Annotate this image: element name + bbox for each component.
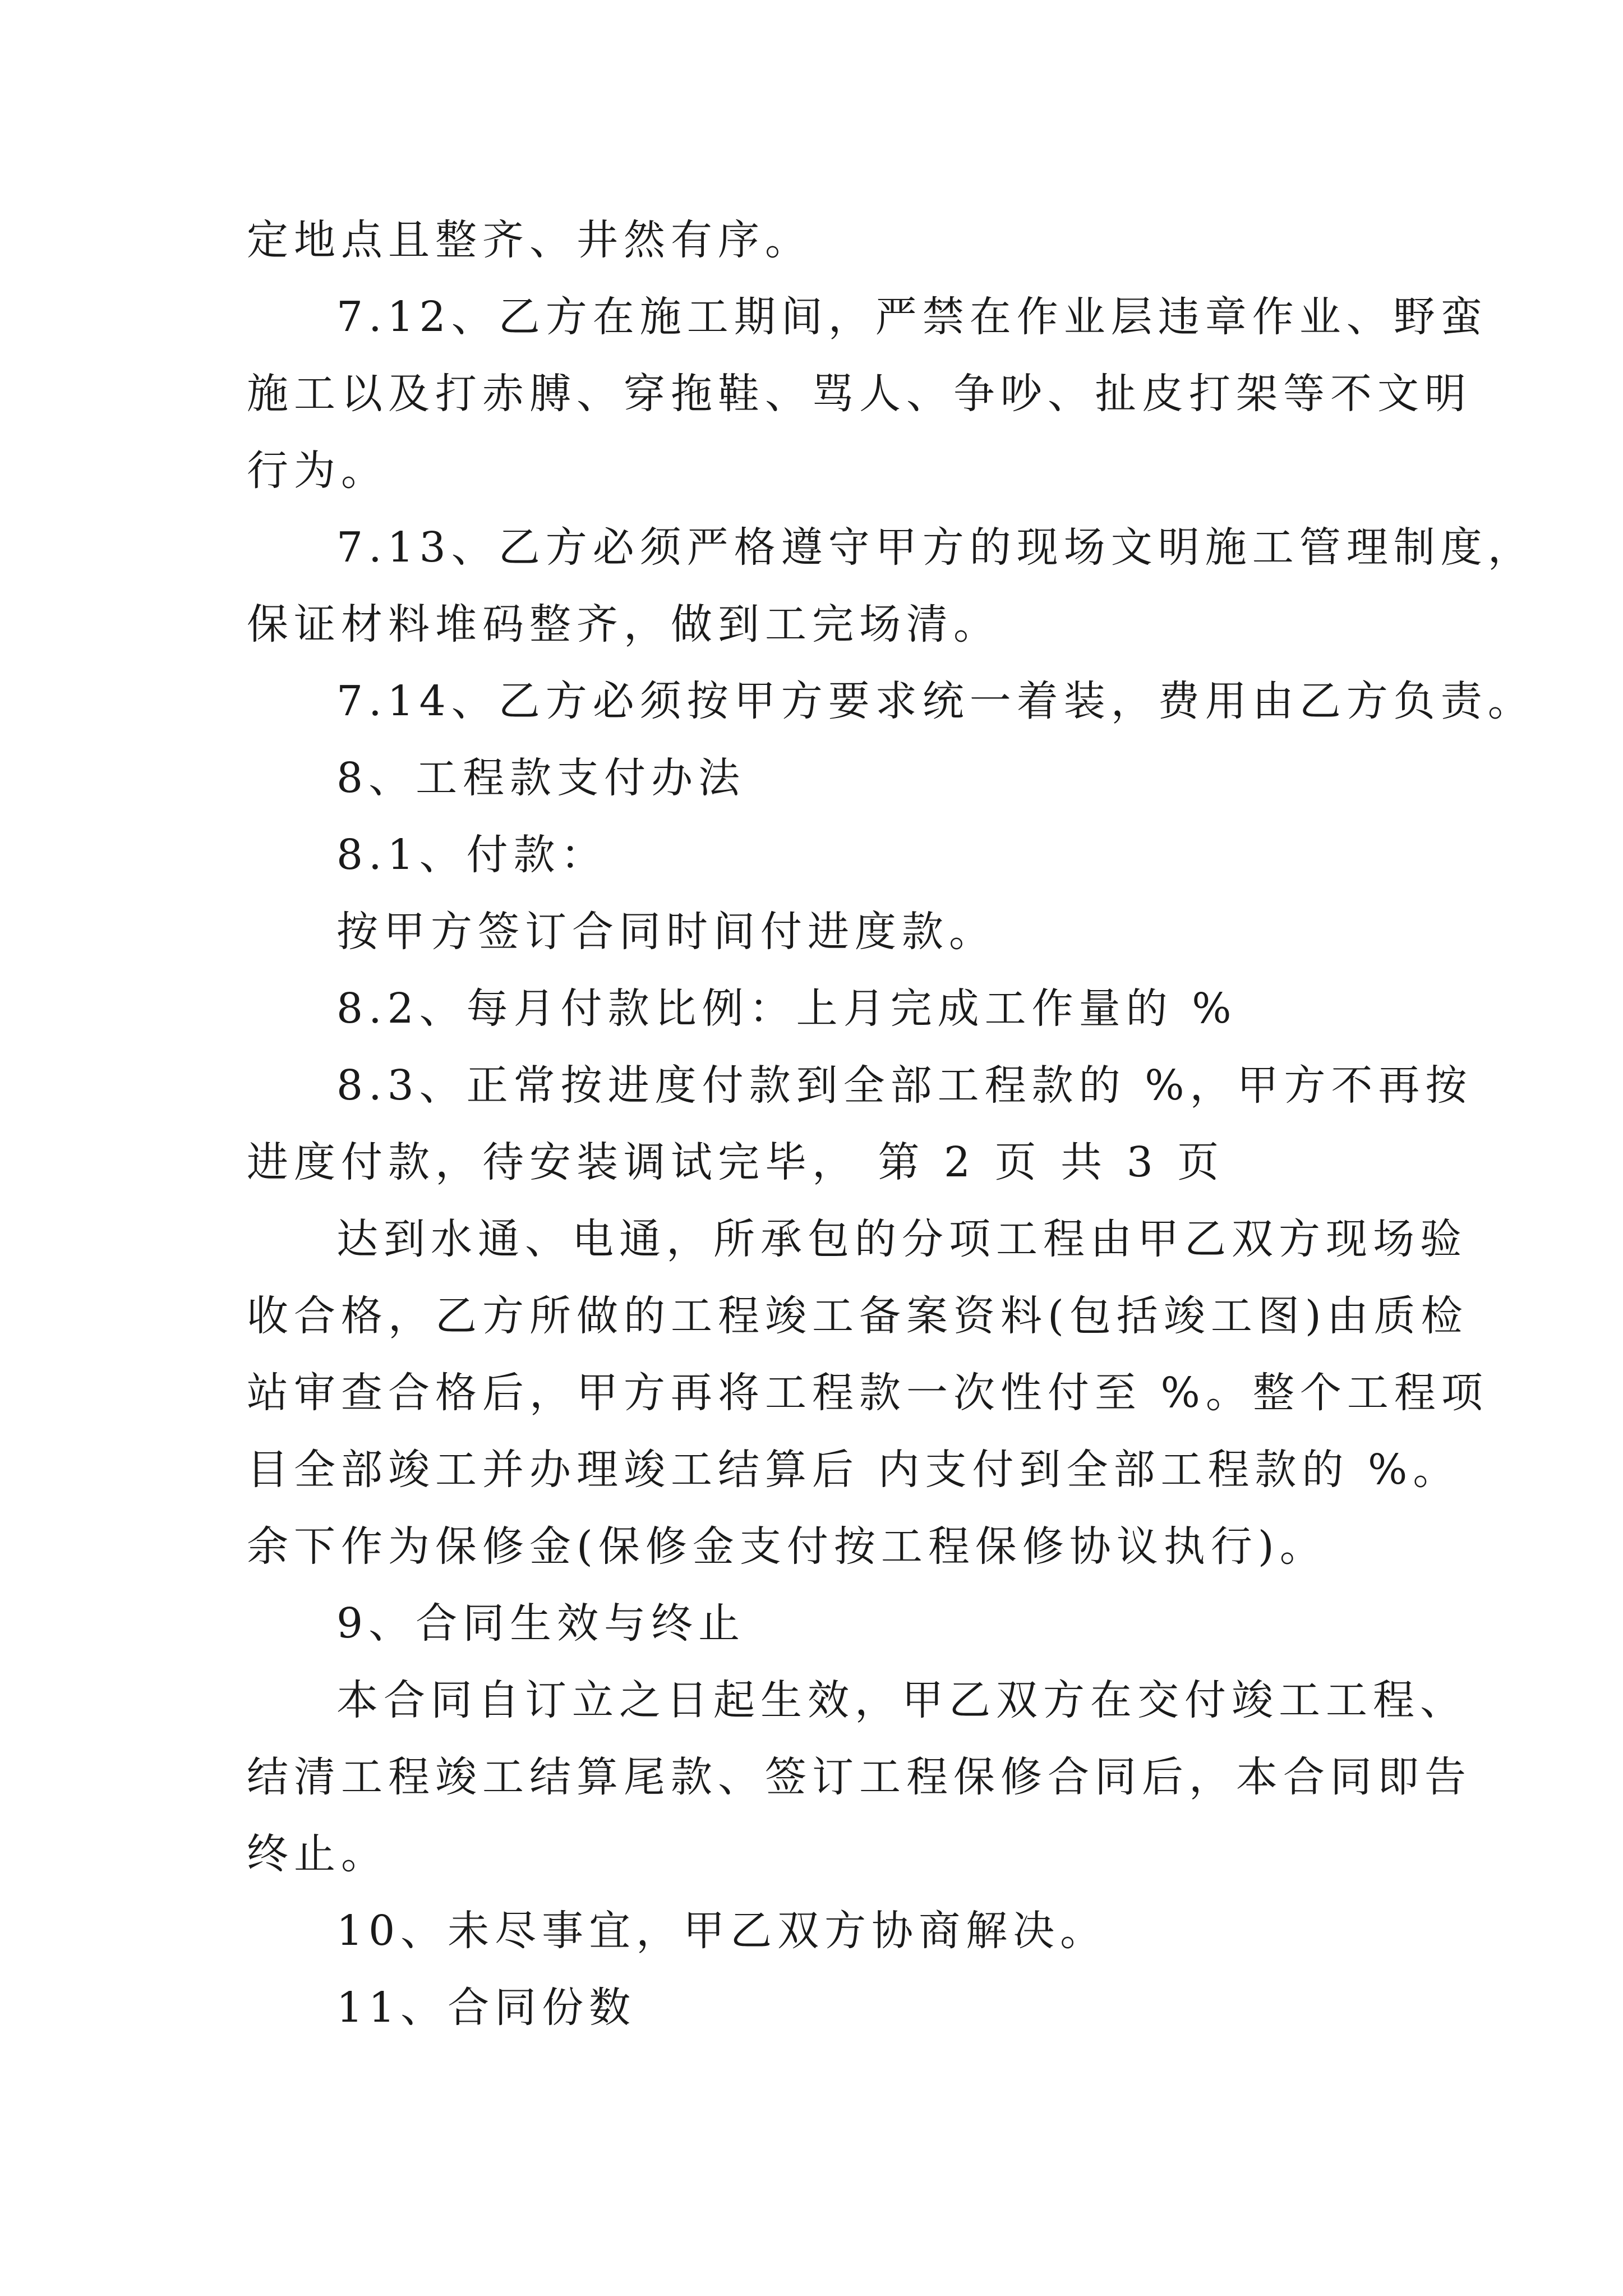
section-heading-8: 8、工程款支付办法 [336,754,746,802]
clause-7-13: 7.13、乙方必须严格遵守甲方的现场文明施工管理制度， [336,523,1535,572]
section-heading-10: 10、未尽事宜，甲乙双方协商解决。 [336,1907,1108,1955]
text-line: 本合同自订立之日起生效，甲乙双方在交付竣工工程、 [336,1676,1467,1724]
section-heading-11: 11、合同份数 [336,1984,637,2032]
text-line: 终止。 [247,1830,388,1878]
clause-8-3: 8.3、正常按进度付款到全部工程款的 %，甲方不再按 [336,1061,1473,1110]
text-line: 结清工程竣工结算尾款、签订工程保修合同后，本合同即告 [247,1753,1472,1801]
section-heading-9: 9、合同生效与终止 [336,1599,746,1648]
text-line: 余下作为保修金(保修金支付按工程保修协议执行)。 [247,1522,1327,1571]
text-line-with-page-number: 进度付款，待安装调试完毕， 第 2 页 共 3 页 [247,1138,1225,1186]
text-line: 保证材料堆码整齐，做到工完场清。 [247,600,1000,648]
text-line: 达到水通、电通，所承包的分项工程由甲乙双方现场验 [336,1215,1467,1263]
text-line: 施工以及打赤膊、穿拖鞋、骂人、争吵、扯皮打架等不文明 [247,370,1472,418]
clause-7-14: 7.14、乙方必须按甲方要求统一着装，费用由乙方负责。 [336,677,1535,725]
text-line: 按甲方签订合同时间付进度款。 [336,908,996,956]
text-line: 收合格，乙方所做的工程竣工备案资料(包括竣工图)由质检 [247,1292,1468,1340]
text-line: 行为。 [247,447,388,495]
text-line: 站审查合格后，甲方再将工程款一次性付至 %。整个工程项 [247,1369,1488,1417]
clause-8-2: 8.2、每月付款比例：上月完成工作量的 % [336,984,1237,1033]
text-line: 定地点且整齐、井然有序。 [247,216,812,264]
clause-7-12: 7.12、乙方在施工期间，严禁在作业层违章作业、野蛮 [336,293,1488,341]
clause-8-1: 8.1、付款： [336,831,608,879]
document-body [247,202,1535,2046]
text-line: 目全部竣工并办理竣工结算后 内支付到全部工程款的 %。 [247,1446,1460,1494]
